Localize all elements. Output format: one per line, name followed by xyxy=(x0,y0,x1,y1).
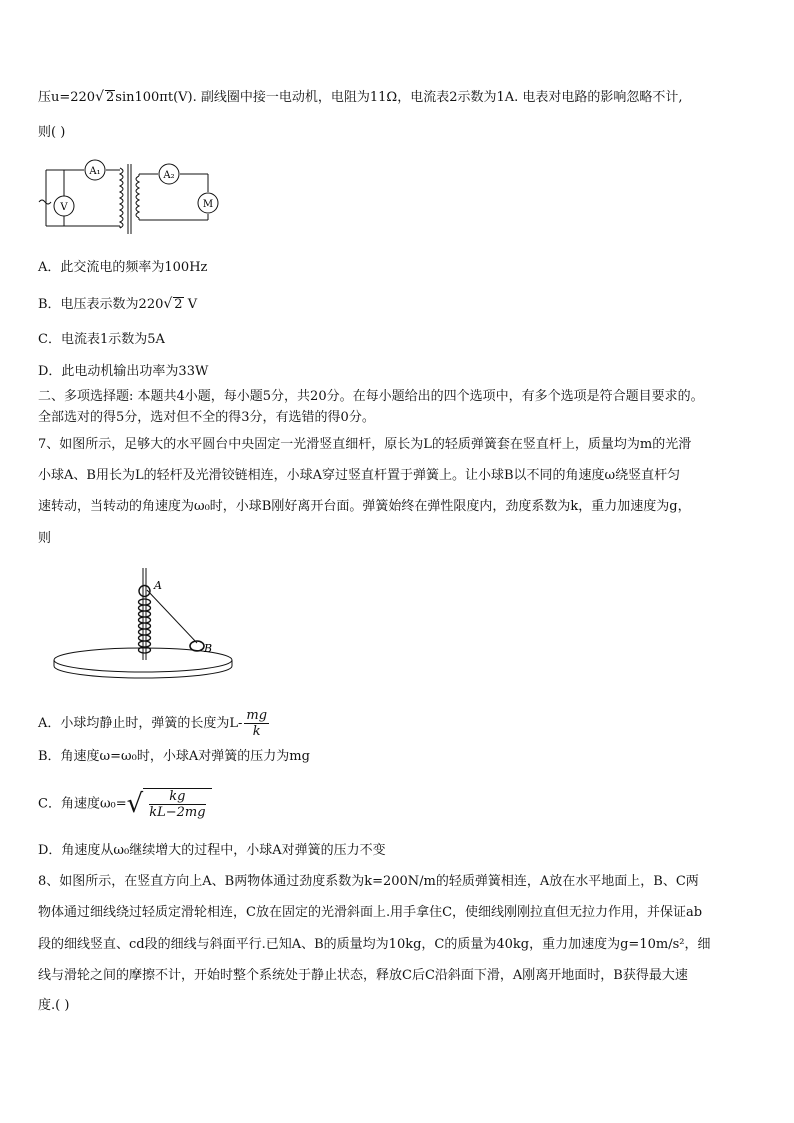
q6-text-b: sin100πt(V). 副线圈中接一电动机，电阻为11Ω，电流表2示数为1A. 电表对电路的影响忽略不计, xyxy=(115,90,683,105)
q7-stem-line-2: 小球A、B用长为L的轻杆及光滑铰链相连，小球A穿过竖直杆置于弹簧上。让小球B以不同的角速度ω绕竖直杆匀 xyxy=(38,468,681,483)
q7-option-a: A．小球均静止时，弹簧的长度为L- $\frac{mg}{k}$ xyxy=(38,708,268,739)
q8-stem-line-4: 线与滑轮之间的摩擦不计，开始时整个系统处于静止状态，释放C后C沿斜面下滑，A刚离开地面时，B获得最大速 xyxy=(38,968,688,983)
q7-option-d: D．角速度从ω₀继续增大的过程中，小球A对弹簧的压力不变 xyxy=(38,843,386,858)
q6-stem-line-1: 压u=220√ 2sin100πt(V). 副线圈中接一电动机，电阻为11Ω，电流表2示数为1A. 电表对电路的影响忽略不计, xyxy=(38,89,683,105)
sqrt-value: 2 xyxy=(106,90,115,105)
fraction: $\frac{mg}{k}$ xyxy=(246,708,268,739)
q6-option-d: D．此电动机输出功率为33W xyxy=(38,364,209,379)
q7-stem-line-1: 7、如图所示，足够大的水平圆台中央固定一光滑竖直细杆，原长为L的轻质弹簧套在竖直杆上，质量均为m的光滑 xyxy=(38,437,692,452)
q8-stem-line-1: 8、如图所示，在竖直方向上A、B两物体通过劲度系数为k=200N/m的轻质弹簧相连，A放在水平地面上，B、C两 xyxy=(38,874,699,889)
q7-option-b: B．角速度ω=ω₀时，小球A对弹簧的压力为mg xyxy=(38,749,310,764)
turntable-spring-figure xyxy=(50,560,250,690)
voltmeter-label: V xyxy=(60,202,68,213)
q6-text-a: 压u=220 xyxy=(38,90,96,105)
q7-stem-line-3: 速转动，当转动的角速度为ω₀时，小球B刚好离开台面。弹簧始终在弹性限度内，劲度系数为k，重力加速度为g， xyxy=(38,499,691,514)
q7-stem-line-4: 则 xyxy=(38,531,52,546)
q8-stem-line-2: 物体通过细线绕过轻质定滑轮相连，C放在固定的光滑斜面上.用手拿住C，使细线刚刚拉直但无拉力作用，并保证ab xyxy=(38,905,703,920)
section2-line-2: 全部选对的得5分，选对但不全的得3分，有选错的得0分。 xyxy=(38,410,375,425)
transformer-circuit-figure xyxy=(36,154,226,240)
q6-option-b: B．电压表示数为220√ 2 V xyxy=(38,296,198,312)
q6-option-c: C．电流表1示数为5A xyxy=(38,332,165,347)
radical: √ $\frac{kg}{kL-2mg}$ xyxy=(127,788,212,820)
ball-a-label: A xyxy=(154,579,162,592)
q6-option-a: A．此交流电的频率为100Hz xyxy=(38,260,208,275)
ammeter-2-label: A₂ xyxy=(163,170,175,181)
section2-line-1: 二、多项选择题: 本题共4小题，每小题5分，共20分。在每小题给出的四个选项中，有多个选项是符合题目要求的。 xyxy=(38,389,704,404)
q6-stem-line-2: 则( ) xyxy=(38,125,66,140)
ball-b-label: B xyxy=(204,642,213,655)
q7-option-c: C．角速度ω₀=√ $\frac{kg}{kL-2mg}$ xyxy=(38,788,212,820)
q8-stem-line-3: 段的细线竖直、cd段的细线与斜面平行.已知A、B的质量均为10kg，C的质量为40kg，重力加速度为g=10m/s²，细 xyxy=(38,937,711,952)
motor-label: M xyxy=(202,199,214,210)
ammeter-1-label: A₁ xyxy=(89,166,101,177)
q8-stem-line-5: 度.( ) xyxy=(38,998,70,1013)
